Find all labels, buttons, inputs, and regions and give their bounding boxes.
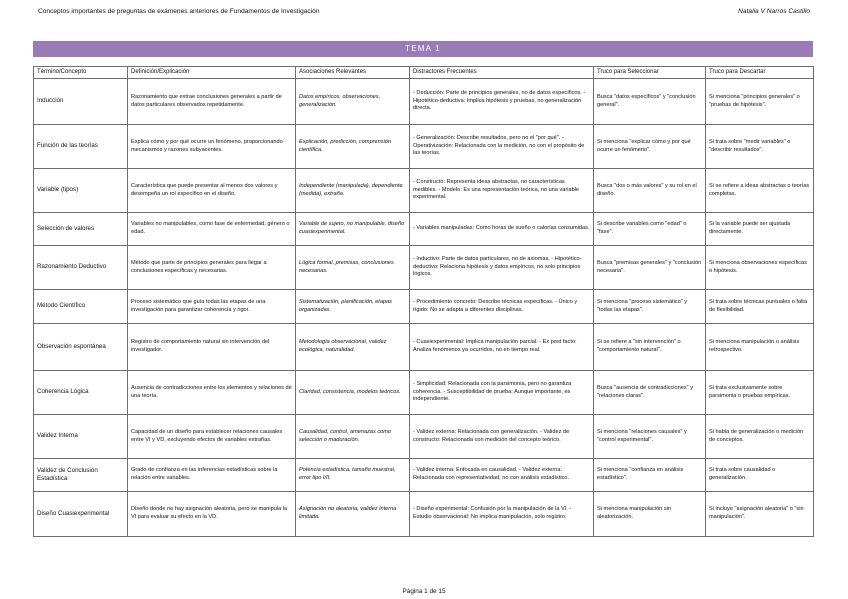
term-cell: Método Científico bbox=[34, 290, 128, 324]
associations-cell: Sistematización, planificación, etapas organizadas. bbox=[296, 290, 410, 324]
distractors-cell: - Validez interna: Enfocada en causalidad. - Validez externa: Relacionada con representatividad, no con análisis estadístico. bbox=[410, 459, 594, 492]
definition-cell: Variables no manipulables, como fase de enfermedad, género o edad. bbox=[128, 213, 296, 246]
select-tip-cell: Si menciona "relaciones causales" y "control experimental". bbox=[594, 415, 706, 459]
term-cell: Coherencia Lógica bbox=[34, 371, 128, 415]
term-cell: Observación espontánea bbox=[34, 324, 128, 371]
table-row bbox=[34, 290, 814, 324]
table-row bbox=[34, 371, 814, 415]
definition-cell: Ausencia de contradicciones entre los elementos y relaciones de una teoría. bbox=[128, 371, 296, 415]
column-header: Distractores Frecuentes bbox=[410, 67, 594, 79]
associations-cell: Potencia estadística, tamaño muestral, error tipo I/II. bbox=[296, 459, 410, 492]
definition-cell: Característica que puede presentar al menos dos valores y desempeña un rol específico en el diseño. bbox=[128, 169, 296, 213]
definition-cell: Explica cómo y por qué ocurre un fenómeno, proporcionando mecanismos y razones subyacentes. bbox=[128, 125, 296, 169]
table-row bbox=[34, 324, 814, 371]
distractors-cell: - Simplicidad: Relacionada con la parsimonia, pero no garantiza coherencia. - Susceptibilidad de prueba: Aunque importante, es independiente. bbox=[410, 371, 594, 415]
distractors-cell: - Diseño experimental: Confusión por la manipulación de la VI. - Estudio observacional: No implica manipulación, solo registro. bbox=[410, 492, 594, 537]
associations-cell: Lógica formal, premisas, conclusiones necesarias. bbox=[296, 246, 410, 290]
definition-cell: Diseño donde no hay asignación aleatoria, pero se manipula la VI para evaluar su efecto en la VD. bbox=[128, 492, 296, 537]
distractors-cell: - Constructo: Representa ideas abstractas, no características medibles. - Modelo: Es una representación teórica, no una variable experimental. bbox=[410, 169, 594, 213]
distractors-cell: - Generalización: Describe resultados, pero no el "por qué". - Operativización: Relacionada con la medición, no con el propósito de las teorías. bbox=[410, 125, 594, 169]
term-cell: Función de las teorías bbox=[34, 125, 128, 169]
table-row bbox=[34, 79, 814, 125]
select-tip-cell: Busca "premisas generales" y "conclusión necesaria". bbox=[594, 246, 706, 290]
discard-tip-cell: Si menciona observaciones específicas o hipótesis. bbox=[706, 246, 814, 290]
distractors-cell: - Procedimiento concreto: Describe técnicas específicas. - Único y rígido: No se adapta a diferentes disciplinas. bbox=[410, 290, 594, 324]
discard-tip-cell: Si trata sobre técnicas puntuales o falta de flexibilidad. bbox=[706, 290, 814, 324]
select-tip-cell: Si menciona "confianza en análisis estadístico". bbox=[594, 459, 706, 492]
column-header: Truco para Seleccionar bbox=[594, 67, 706, 79]
column-header: Definición/Explicación bbox=[128, 67, 296, 79]
term-cell: Variable (tipos) bbox=[34, 169, 128, 213]
column-header: Truco para Descartar bbox=[706, 67, 814, 79]
document-header-title: Conceptos importantes de preguntas de exámenes anteriores de Fundamentos de Investigación bbox=[38, 8, 320, 15]
associations-cell: Metodología observacional, validez ecológica, naturalidad. bbox=[296, 324, 410, 371]
concepts-table bbox=[33, 66, 814, 537]
table-row bbox=[34, 415, 814, 459]
associations-cell: Causalidad, control, amenazas como selección o maduración. bbox=[296, 415, 410, 459]
discard-tip-cell: Si menciona "principios generales" o "pruebas de hipótesis". bbox=[706, 79, 814, 125]
discard-tip-cell: Si trata sobre causalidad o generalización. bbox=[706, 459, 814, 492]
discard-tip-cell: Si habla de generalización o medición de conceptos. bbox=[706, 415, 814, 459]
discard-tip-cell: Si trata sobre "medir variables" o "describir resultados". bbox=[706, 125, 814, 169]
distractors-cell: - Variables manipuladas: Como horas de sueño o calorías consumidas. bbox=[410, 213, 594, 246]
distractors-cell: - Inductivo: Parte de datos particulares, no de axiomas. - Hipotético-deductivo: Relaciona hipótesis y datos empíricos, no solo principios lógicos. bbox=[410, 246, 594, 290]
definition-cell: Registro de comportamiento natural sin intervención del investigador. bbox=[128, 324, 296, 371]
table-row bbox=[34, 125, 814, 169]
associations-cell: Claridad, consistencia, modelos teóricos. bbox=[296, 371, 410, 415]
select-tip-cell: Si menciona manipulación sin aleatorización. bbox=[594, 492, 706, 537]
definition-cell: Método que parte de principios generales para llegar a conclusiones específicas y necesarias. bbox=[128, 246, 296, 290]
select-tip-cell: Si describe variables como "edad" o "fase". bbox=[594, 213, 706, 246]
term-cell: Razonamiento Deductivo bbox=[34, 246, 128, 290]
discard-tip-cell: Si la variable puede ser ajustada directamente. bbox=[706, 213, 814, 246]
term-cell: Inducción bbox=[34, 79, 128, 125]
select-tip-cell: Busca "datos específicos" y "conclusión general". bbox=[594, 79, 706, 125]
term-cell: Diseño Cuasiexperimental bbox=[34, 492, 128, 537]
table-row bbox=[34, 492, 814, 537]
distractors-cell: - Deducción: Parte de principios generales, no de datos específicos. - Hipotético-deductiva: Implica hipótesis y pruebas, no generalización directa. bbox=[410, 79, 594, 125]
distractors-cell: - Validez externa: Relacionada con generalización. - Validez de constructo: Relacionada con medición del concepto teórico. bbox=[410, 415, 594, 459]
section-title-band: TEMA 1 bbox=[33, 41, 813, 57]
associations-cell: Variable de sujeto, no manipulable, diseño cuasiexperimental. bbox=[296, 213, 410, 246]
table-row bbox=[34, 213, 814, 246]
term-cell: Validez Interna bbox=[34, 415, 128, 459]
page-number: Página 1 de 15 bbox=[402, 588, 446, 595]
select-tip-cell: Si se refiere a "sin intervención" o "comportamiento natural". bbox=[594, 324, 706, 371]
discard-tip-cell: Si menciona manipulación o análisis retrospectivo. bbox=[706, 324, 814, 371]
column-header: Término/Concepto bbox=[34, 67, 128, 79]
definition-cell: Grado de confianza en las inferencias estadísticas sobre la relación entre variables. bbox=[128, 459, 296, 492]
document-header-author: Natalia V Narros Castillo bbox=[738, 8, 810, 15]
associations-cell: Asignación no aleatoria, validez interna limitada. bbox=[296, 492, 410, 537]
discard-tip-cell: Si trata exclusivamente sobre parsimonia o pruebas empíricas. bbox=[706, 371, 814, 415]
column-header: Asociaciones Relevantes bbox=[296, 67, 410, 79]
definition-cell: Capacidad de un diseño para establecer relaciones causales entre VI y VD, excluyendo efectos de variables extrañas. bbox=[128, 415, 296, 459]
term-cell: Selección de valores bbox=[34, 213, 128, 246]
select-tip-cell: Si menciona "explicar cómo y por qué ocurre un fenómeno". bbox=[594, 125, 706, 169]
associations-cell: Explicación, predicción, comprensión científica. bbox=[296, 125, 410, 169]
definition-cell: Proceso sistemático que guía todas las etapas de una investigación para garantizar coherencia y rigor. bbox=[128, 290, 296, 324]
term-cell: Validez de Conclusión Estadística bbox=[34, 459, 128, 492]
table-header-row bbox=[34, 67, 814, 79]
associations-cell: Independiente (manipulada), dependiente (medida), extraña. bbox=[296, 169, 410, 213]
select-tip-cell: Busca "ausencia de contradicciones" y "relaciones claras". bbox=[594, 371, 706, 415]
table-row bbox=[34, 459, 814, 492]
table-row bbox=[34, 246, 814, 290]
table-row bbox=[34, 169, 814, 213]
select-tip-cell: Si menciona "proceso sistemático" y "todas las etapas". bbox=[594, 290, 706, 324]
distractors-cell: - Cuasiexperimental: Implica manipulación parcial. - Ex post facto: Analiza fenómenos ya ocurridos, no en tiempo real. bbox=[410, 324, 594, 371]
select-tip-cell: Busca "dos o más valores" y su rol en el diseño. bbox=[594, 169, 706, 213]
discard-tip-cell: Si incluye "asignación aleatoria" o "sin manipulación". bbox=[706, 492, 814, 537]
definition-cell: Razonamiento que extrae conclusiones generales a partir de datos particulares observados repetidamente. bbox=[128, 79, 296, 125]
discard-tip-cell: Si se refiere a ideas abstractas o teorías completas. bbox=[706, 169, 814, 213]
associations-cell: Datos empíricos, observaciones, generalización. bbox=[296, 79, 410, 125]
